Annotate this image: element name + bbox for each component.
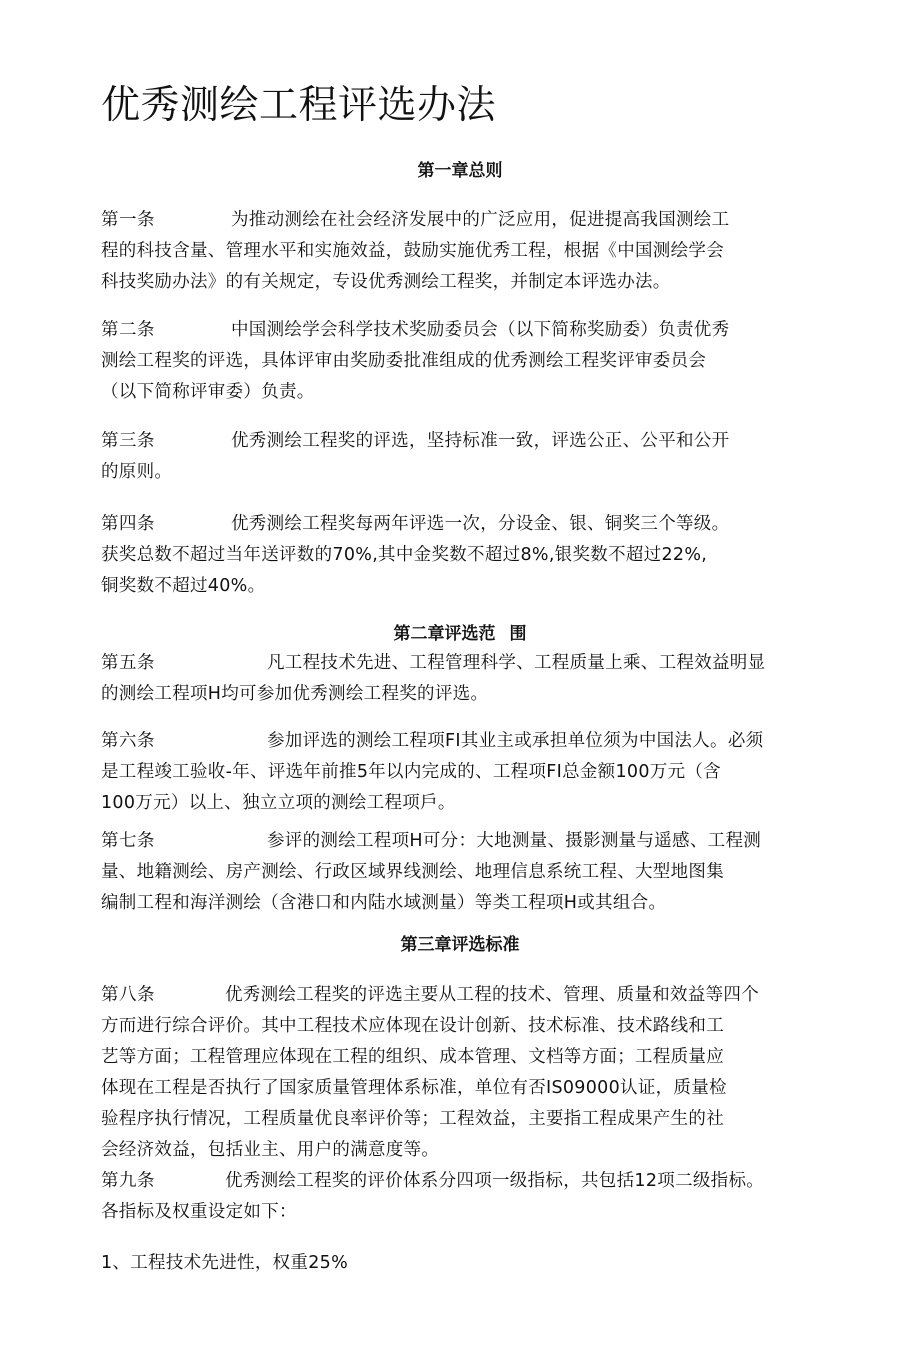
- chapter-heading-3: [0, 933, 920, 957]
- article-line: 的原则。: [101, 462, 173, 482]
- article-line: 科技奖励办法》的有关规定，专设优秀测绘工程奖，并制定本评选办法。: [101, 272, 671, 292]
- article-number: 第六条: [101, 731, 155, 751]
- article-3: [101, 426, 826, 488]
- article-text: 参评的测绘工程项H可分：大地测量、摄影测量与遥感、工程测: [267, 831, 762, 851]
- article-line: [101, 826, 826, 857]
- article-2: [101, 315, 826, 408]
- article-number: 第一条: [101, 210, 155, 230]
- article-line: 验程序执行情况，工程质量优良率评价等；工程效益，主要指工程成果产生的社: [101, 1109, 724, 1129]
- article-text: 参加评选的测绘工程项FI其业主或承担单位须为中国法人。必须: [267, 731, 764, 751]
- chapter-label-tail: 围: [509, 624, 527, 644]
- article-6: [101, 726, 826, 819]
- article-line: 方而进行综合评价。其中工程技术应体现在设计创新、技术标准、技术路线和工: [101, 1016, 724, 1036]
- indicator-list-item: [101, 1248, 826, 1279]
- article-text: 优秀测绘工程奖每两年评选一次，分设金、银、铜奖三个等级。: [231, 514, 730, 534]
- article-7: [101, 826, 826, 919]
- article-text: 为推动测绘在社会经济发展中的广泛应用，促进提高我国测绘工: [231, 210, 730, 230]
- article-line: （以下简称评审委）负责。: [101, 382, 315, 402]
- chapter-heading-1: [0, 159, 920, 183]
- article-8: [101, 980, 826, 1166]
- article-line: 测绘工程奖的评选，具体评审由奖励委批准组成的优秀测绘工程奖评审委员会: [101, 351, 707, 371]
- article-9: [101, 1166, 826, 1228]
- article-text: 优秀测绘工程奖的评选，坚持标准一致，评选公正、公平和公开: [231, 431, 730, 451]
- article-line: 的测绘工程项H均可参加优秀测绘工程奖的评选。: [101, 684, 489, 704]
- article-line: 铜奖数不超过40%。: [101, 576, 266, 596]
- article-text: 中国测绘学会科学技术奖励委员会（以下简称奖励委）负责优秀: [231, 320, 730, 340]
- chapter-label: 第二章评选范: [393, 624, 496, 644]
- article-line: [101, 648, 826, 679]
- article-line: [101, 315, 826, 346]
- article-line: 艺等方面；工程管理应体现在工程的组织、成本管理、文档等方面；工程质量应: [101, 1047, 724, 1067]
- chapter-label: 第三章评选标准: [400, 935, 520, 955]
- article-line: 编制工程和海洋测绘（含港口和内陆水域测量）等类工程项H或其组合。: [101, 893, 667, 913]
- article-number: 第五条: [101, 653, 155, 673]
- article-line: 体现在工程是否执行了国家质量管理体系标准，单位有否IS09000认证，质量检: [101, 1078, 727, 1098]
- article-line: 各指标及权重设定如下：: [101, 1202, 297, 1222]
- article-text: 凡工程技术先进、工程管理科学、工程质量上乘、工程效益明显: [267, 653, 766, 673]
- article-4: [101, 509, 826, 602]
- article-number: 第七条: [101, 831, 155, 851]
- article-text: 优秀测绘工程奖的评选主要从工程的技术、管理、质量和效益等四个: [225, 985, 759, 1005]
- article-line: 获奖总数不超过当年送评数的70%,其中金奖数不超过8%,银奖数不超过22%,: [101, 545, 708, 565]
- article-line: [101, 205, 826, 236]
- chapter-heading-2: [0, 622, 920, 646]
- article-line: [101, 509, 826, 540]
- article-text: 优秀测绘工程奖的评价体系分四项一级指标，共包括12项二级指标。: [225, 1171, 765, 1191]
- chapter-label: 第一章总则: [417, 161, 503, 181]
- article-1: [101, 205, 826, 298]
- article-line: [101, 980, 826, 1011]
- article-5: [101, 648, 826, 710]
- article-number: 第三条: [101, 431, 155, 451]
- article-number: 第二条: [101, 320, 155, 340]
- article-line: [101, 1166, 826, 1197]
- article-line: 程的科技含量、管理水平和实施效益，鼓励实施优秀工程，根据《中国测绘学会: [101, 241, 724, 261]
- article-line: 100万元）以上、独立立项的测绘工程项戶。: [101, 793, 456, 813]
- article-line: 会经济效益，包括业主、用户的满意度等。: [101, 1140, 440, 1160]
- article-line: [101, 426, 826, 457]
- article-number: 第四条: [101, 514, 155, 534]
- article-line: [101, 726, 826, 757]
- article-number: 第九条: [101, 1171, 155, 1191]
- article-number: 第八条: [101, 985, 155, 1005]
- document-title: 优秀测绘工程评选办法: [101, 83, 497, 128]
- article-line: 是工程竣工验收-年、评选年前推5年以内完成的、工程项FI总金额100万元（含: [101, 762, 721, 782]
- list-item-text: 1、工程技术先进性，权重25%: [101, 1253, 349, 1273]
- article-line: 量、地籍测绘、房产测绘、行政区域界线测绘、地理信息系统工程、大型地图集: [101, 862, 724, 882]
